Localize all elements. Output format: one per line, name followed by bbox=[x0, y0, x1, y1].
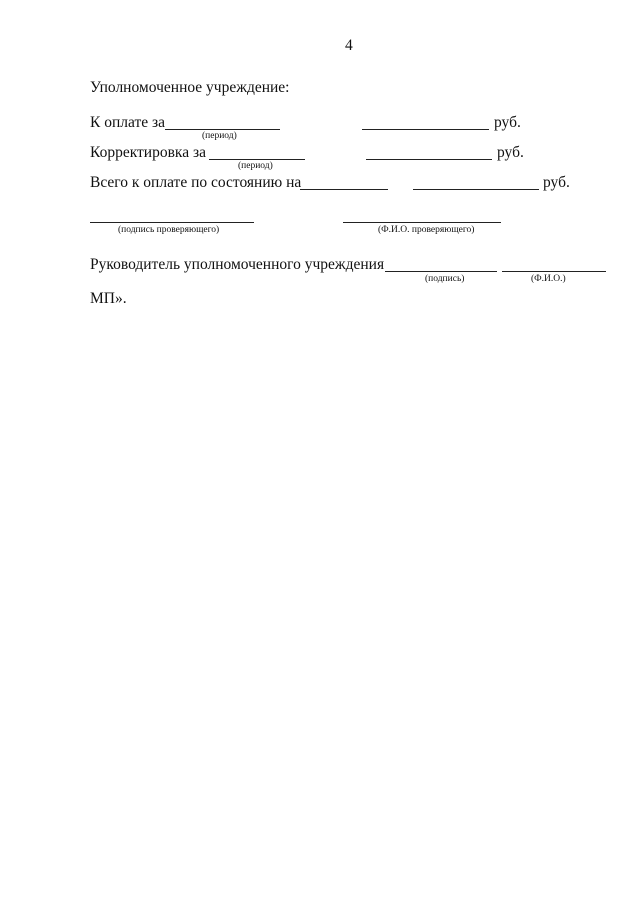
correction-period-field[interactable] bbox=[209, 159, 305, 160]
institution-heading: Уполномоченное учреждение: bbox=[90, 79, 290, 96]
head-signature-field[interactable] bbox=[385, 271, 497, 272]
total-amount-field[interactable] bbox=[413, 189, 539, 190]
payment-label: К оплате за bbox=[90, 114, 166, 131]
head-name-caption: (Ф.И.О.) bbox=[531, 274, 566, 284]
checker-signature-caption: (подпись проверяющего) bbox=[118, 225, 220, 235]
stamp-place: МП». bbox=[90, 290, 127, 307]
payment-amount-field[interactable] bbox=[362, 129, 489, 130]
checker-name-field[interactable] bbox=[343, 222, 501, 223]
correction-label: Корректировка за bbox=[90, 144, 206, 161]
checker-name-caption: (Ф.И.О. проверяющего) bbox=[378, 225, 475, 235]
correction-currency: руб. bbox=[497, 144, 524, 161]
head-signature-caption: (подпись) bbox=[425, 274, 465, 284]
total-currency: руб. bbox=[543, 174, 570, 191]
payment-period-field[interactable] bbox=[165, 129, 280, 130]
head-label: Руководитель уполномоченного учреждения bbox=[90, 256, 385, 273]
head-name-field[interactable] bbox=[502, 271, 606, 272]
total-date-field[interactable] bbox=[300, 189, 388, 190]
page-number: 4 bbox=[345, 37, 353, 54]
checker-signature-field[interactable] bbox=[90, 222, 254, 223]
payment-currency: руб. bbox=[494, 114, 521, 131]
total-label: Всего к оплате по состоянию на bbox=[90, 174, 302, 191]
correction-amount-field[interactable] bbox=[366, 159, 492, 160]
correction-period-caption: (период) bbox=[238, 161, 273, 171]
payment-period-caption: (период) bbox=[202, 131, 237, 141]
